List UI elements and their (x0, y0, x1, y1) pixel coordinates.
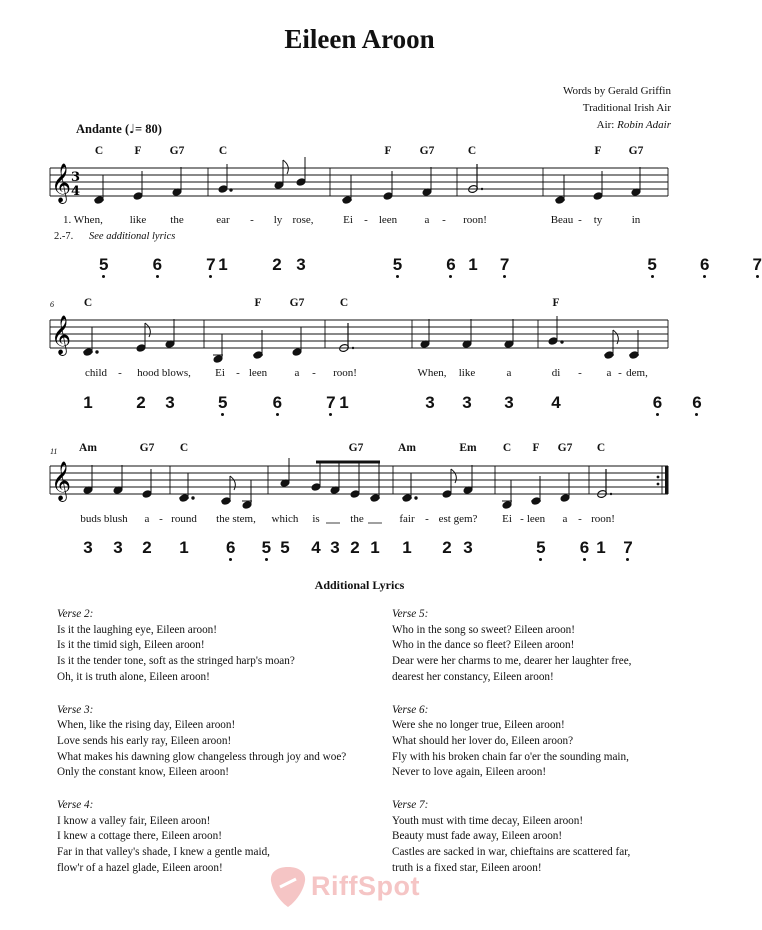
air-name: Robin Adair (617, 119, 671, 131)
chord: F (254, 297, 262, 309)
lyric: buds blush (80, 513, 128, 525)
svg-text:4: 4 (71, 184, 81, 199)
treble-clef-icon: 𝄞 (51, 163, 72, 203)
scale-number: 6 (446, 255, 456, 274)
scale-number: 1 (339, 393, 349, 412)
scale-number: 7 (752, 255, 762, 274)
lyric: - (520, 513, 524, 525)
chord: C (83, 297, 93, 309)
verse-line: When, like the rising day, Eileen aroon! (57, 719, 236, 732)
scale-number: 6 (152, 255, 163, 274)
chord: F (594, 145, 602, 157)
logo-text: RiffSpot (311, 871, 420, 901)
lyric: child (85, 367, 107, 379)
scale-number: 4 (311, 538, 321, 557)
scale-number: 6 (579, 538, 590, 557)
lyric: ear (216, 214, 230, 226)
lyric: ty (593, 214, 603, 226)
lyric: - (118, 367, 122, 379)
verse-line: Love sends his early ray, Eileen aroon! (57, 734, 232, 747)
lyric: fair (399, 513, 415, 525)
verse-line: Who in the dance so fleet? Eileen aroon! (392, 639, 575, 652)
scale-number: 1 (468, 255, 478, 274)
verse-range: 2.-7. (54, 231, 74, 242)
scale-number: 7 (326, 393, 336, 412)
lyric: - (236, 367, 240, 379)
chord: G7 (169, 145, 185, 157)
scale-number: 3 (296, 255, 306, 274)
lyric: Ei (215, 367, 225, 379)
lyric: rose, (292, 214, 314, 226)
chord: F (384, 145, 392, 157)
tempo-bpm: = 80) (135, 122, 162, 136)
lyric: - (578, 367, 582, 379)
scale-number: 1 (370, 538, 380, 557)
lyric: the (350, 513, 364, 525)
verse-line: Castles are sacked in war, chieftains are scattered far, (392, 846, 631, 859)
lyric: est gem? (438, 513, 478, 525)
lyric: - (442, 214, 446, 226)
verse-line: Dear were her charms to me, dearer her laughter free, (392, 655, 632, 668)
verses-right-column (392, 607, 631, 894)
verse-line: Beauty must fade away, Eileen aroon! (392, 830, 563, 843)
verse-block (57, 703, 346, 782)
verse-block (392, 607, 631, 686)
scale-number: 5 (536, 538, 546, 557)
lyric: - (159, 513, 163, 525)
verse-line: dearest her constancy, Eileen aroon! (392, 670, 554, 683)
scale-number: 2 (142, 538, 152, 557)
chord: C (339, 297, 349, 309)
verse-line: Who in the song so sweet? Eileen aroon! (392, 623, 575, 636)
verse-line: Were she no longer true, Eileen aroon! (392, 719, 565, 732)
chord: Am (79, 442, 97, 454)
lyric: a (144, 513, 150, 525)
scale-number: 6 (699, 255, 710, 274)
verse-note: See additional lyrics (89, 231, 176, 242)
scale-number: 6 (226, 538, 236, 557)
lyric: a (424, 214, 430, 226)
scale-number: 5 (392, 255, 403, 274)
verse-line: Is it the tender tone, soft as the stringed harp's moan? (57, 655, 295, 668)
air-credit (597, 119, 671, 131)
chord: G7 (628, 145, 644, 157)
lyric: the stem, (216, 513, 256, 525)
verse-line: Never to love again, Eileen aroon! (392, 766, 547, 779)
scale-number: 3 (425, 393, 435, 412)
lyric: the (170, 214, 184, 226)
additional-lyrics-heading: Additional Lyrics (314, 578, 405, 592)
lyric: ly (273, 214, 283, 226)
chord: C (218, 145, 228, 157)
lyric: - (578, 214, 582, 226)
lyric: di (551, 367, 561, 379)
lyric: - (364, 214, 368, 226)
time-signature: 3 (71, 170, 81, 185)
measure-number: 11 (50, 447, 58, 456)
tempo-text: Andante ( (76, 122, 130, 136)
scale-number: 4 (551, 393, 561, 412)
lyric: Ei (343, 214, 353, 226)
chord: C (94, 145, 104, 157)
lyric: leen (378, 214, 398, 226)
scale-number: 6 (652, 393, 663, 412)
scale-number: 2 (350, 538, 360, 557)
lyric: dem, (626, 367, 648, 379)
lyric: Beau (550, 214, 574, 226)
chord: G7 (419, 145, 435, 157)
scale-number: 3 (463, 538, 473, 557)
lyric: Ei (502, 513, 512, 525)
verse-label: Verse 2: (57, 608, 94, 620)
verse-line: Oh, it is truth alone, Eileen aroon! (57, 670, 210, 683)
verse-line: Only the constant know, Eileen aroon! (57, 766, 230, 779)
lyric: 1. When, (63, 214, 103, 226)
lyric: like (129, 214, 147, 226)
scale-number: 3 (113, 538, 123, 557)
lyric: hood blows, (137, 367, 191, 379)
chord: C (179, 442, 189, 454)
verse-line: Youth must with time decay, Eileen aroon! (392, 814, 584, 827)
chord: G7 (289, 297, 305, 309)
scale-number: 1 (402, 538, 412, 557)
composer-credit: Traditional Irish Air (582, 102, 671, 114)
scale-number: 3 (83, 538, 93, 557)
verse-line: What makes his dawning glow changeless through joy and woe? (57, 750, 347, 763)
scale-number: 1 (179, 538, 189, 557)
guitar-pick-icon (268, 865, 308, 909)
scale-number: 3 (330, 538, 340, 557)
lyric: round (171, 513, 197, 525)
lyric: - (425, 513, 429, 525)
lyricist-credit: Words by Gerald Griffin (563, 85, 671, 97)
lyric: - (578, 513, 582, 525)
verse-label: Verse 6: (392, 703, 429, 716)
verse-line: What should her lover do, Eileen aroon? (392, 734, 574, 747)
lyric: a (294, 367, 300, 379)
air-label: Air: (596, 119, 615, 131)
lyric: roon! (463, 214, 487, 226)
verse-line: Fly with his broken chain far o'er the sounding main, (392, 750, 629, 763)
lyric: which (271, 513, 299, 525)
verse-line: Is it the timid sigh, Eileen aroon! (57, 639, 205, 652)
lyric: is (312, 513, 320, 525)
tempo-marking (76, 121, 162, 137)
scale-number: 2 (136, 393, 146, 412)
scale-number: 7 (623, 538, 633, 557)
treble-clef-icon: 𝄞 (51, 315, 72, 355)
measure-number: 6 (50, 300, 54, 309)
verse-line: I knew a cottage there, Eileen aroon! (57, 830, 222, 843)
lyric: a (506, 367, 512, 379)
lyric: like (458, 367, 476, 379)
lyric: When, (417, 367, 447, 379)
scale-number: 7 (499, 255, 510, 274)
verse-line: Is it the laughing eye, Eileen aroon! (57, 623, 217, 636)
chord: F (532, 442, 540, 454)
page-title: Eileen Aroon (284, 24, 435, 54)
lyric: a (606, 367, 612, 379)
verse-line: truth is a fixed star, Eileen aroon! (392, 861, 542, 874)
verse-label: Verse 5: (392, 608, 429, 620)
scale-number: 1 (83, 393, 93, 412)
chord: Am (398, 442, 416, 454)
scale-number: 5 (280, 538, 290, 557)
scale-number: 7 (206, 255, 216, 274)
chord: C (467, 145, 477, 157)
scale-number: 5 (261, 538, 272, 557)
verse-line: I know a valley fair, Eileen aroon! (57, 814, 211, 827)
scale-number: 2 (442, 538, 452, 557)
chord: F (134, 145, 142, 157)
chord: F (552, 297, 560, 309)
scale-number: 6 (692, 393, 702, 412)
lyric: in (631, 214, 641, 226)
riffspot-logo[interactable] (268, 863, 458, 913)
staff-1 (0, 160, 719, 230)
chord: C (596, 442, 606, 454)
verses-left-column (57, 607, 346, 894)
verse-block (57, 607, 346, 686)
scale-number: 1 (596, 538, 606, 557)
scale-number: 1 (218, 255, 228, 274)
verse-label: Verse 7: (392, 799, 429, 812)
lyric: - (250, 214, 254, 226)
chord: G7 (139, 442, 155, 454)
scale-number: 5 (99, 255, 109, 274)
chord: G7 (557, 442, 573, 454)
chord: C (502, 442, 512, 454)
chord: Em (459, 442, 477, 454)
lyric: roon! (591, 513, 615, 525)
lyric: a (562, 513, 568, 525)
verse-label: Verse 3: (57, 703, 94, 716)
scale-number: 6 (272, 393, 283, 412)
quarter-note-icon: ♩ (129, 121, 136, 136)
lyric: - (312, 367, 316, 379)
verse-label: Verse 4: (57, 799, 94, 812)
lyric: - (618, 367, 622, 379)
scale-number: 3 (462, 393, 472, 412)
chord: G7 (348, 442, 364, 454)
lyric: leen (526, 513, 546, 525)
verse-line: flow'r of a hazel glade, Eileen aroon! (57, 861, 223, 874)
lyric: roon! (333, 367, 357, 379)
lyric: leen (248, 367, 268, 379)
treble-clef-icon: 𝄞 (51, 461, 72, 501)
verse-block (392, 703, 631, 782)
scale-number: 3 (504, 393, 514, 412)
scale-number: 5 (218, 393, 228, 412)
scale-number: 2 (272, 255, 282, 274)
scale-number: 3 (165, 393, 175, 412)
verse-line: Far in that valley's shade, I knew a gentle maid, (57, 846, 270, 859)
scale-number: 5 (647, 255, 657, 274)
